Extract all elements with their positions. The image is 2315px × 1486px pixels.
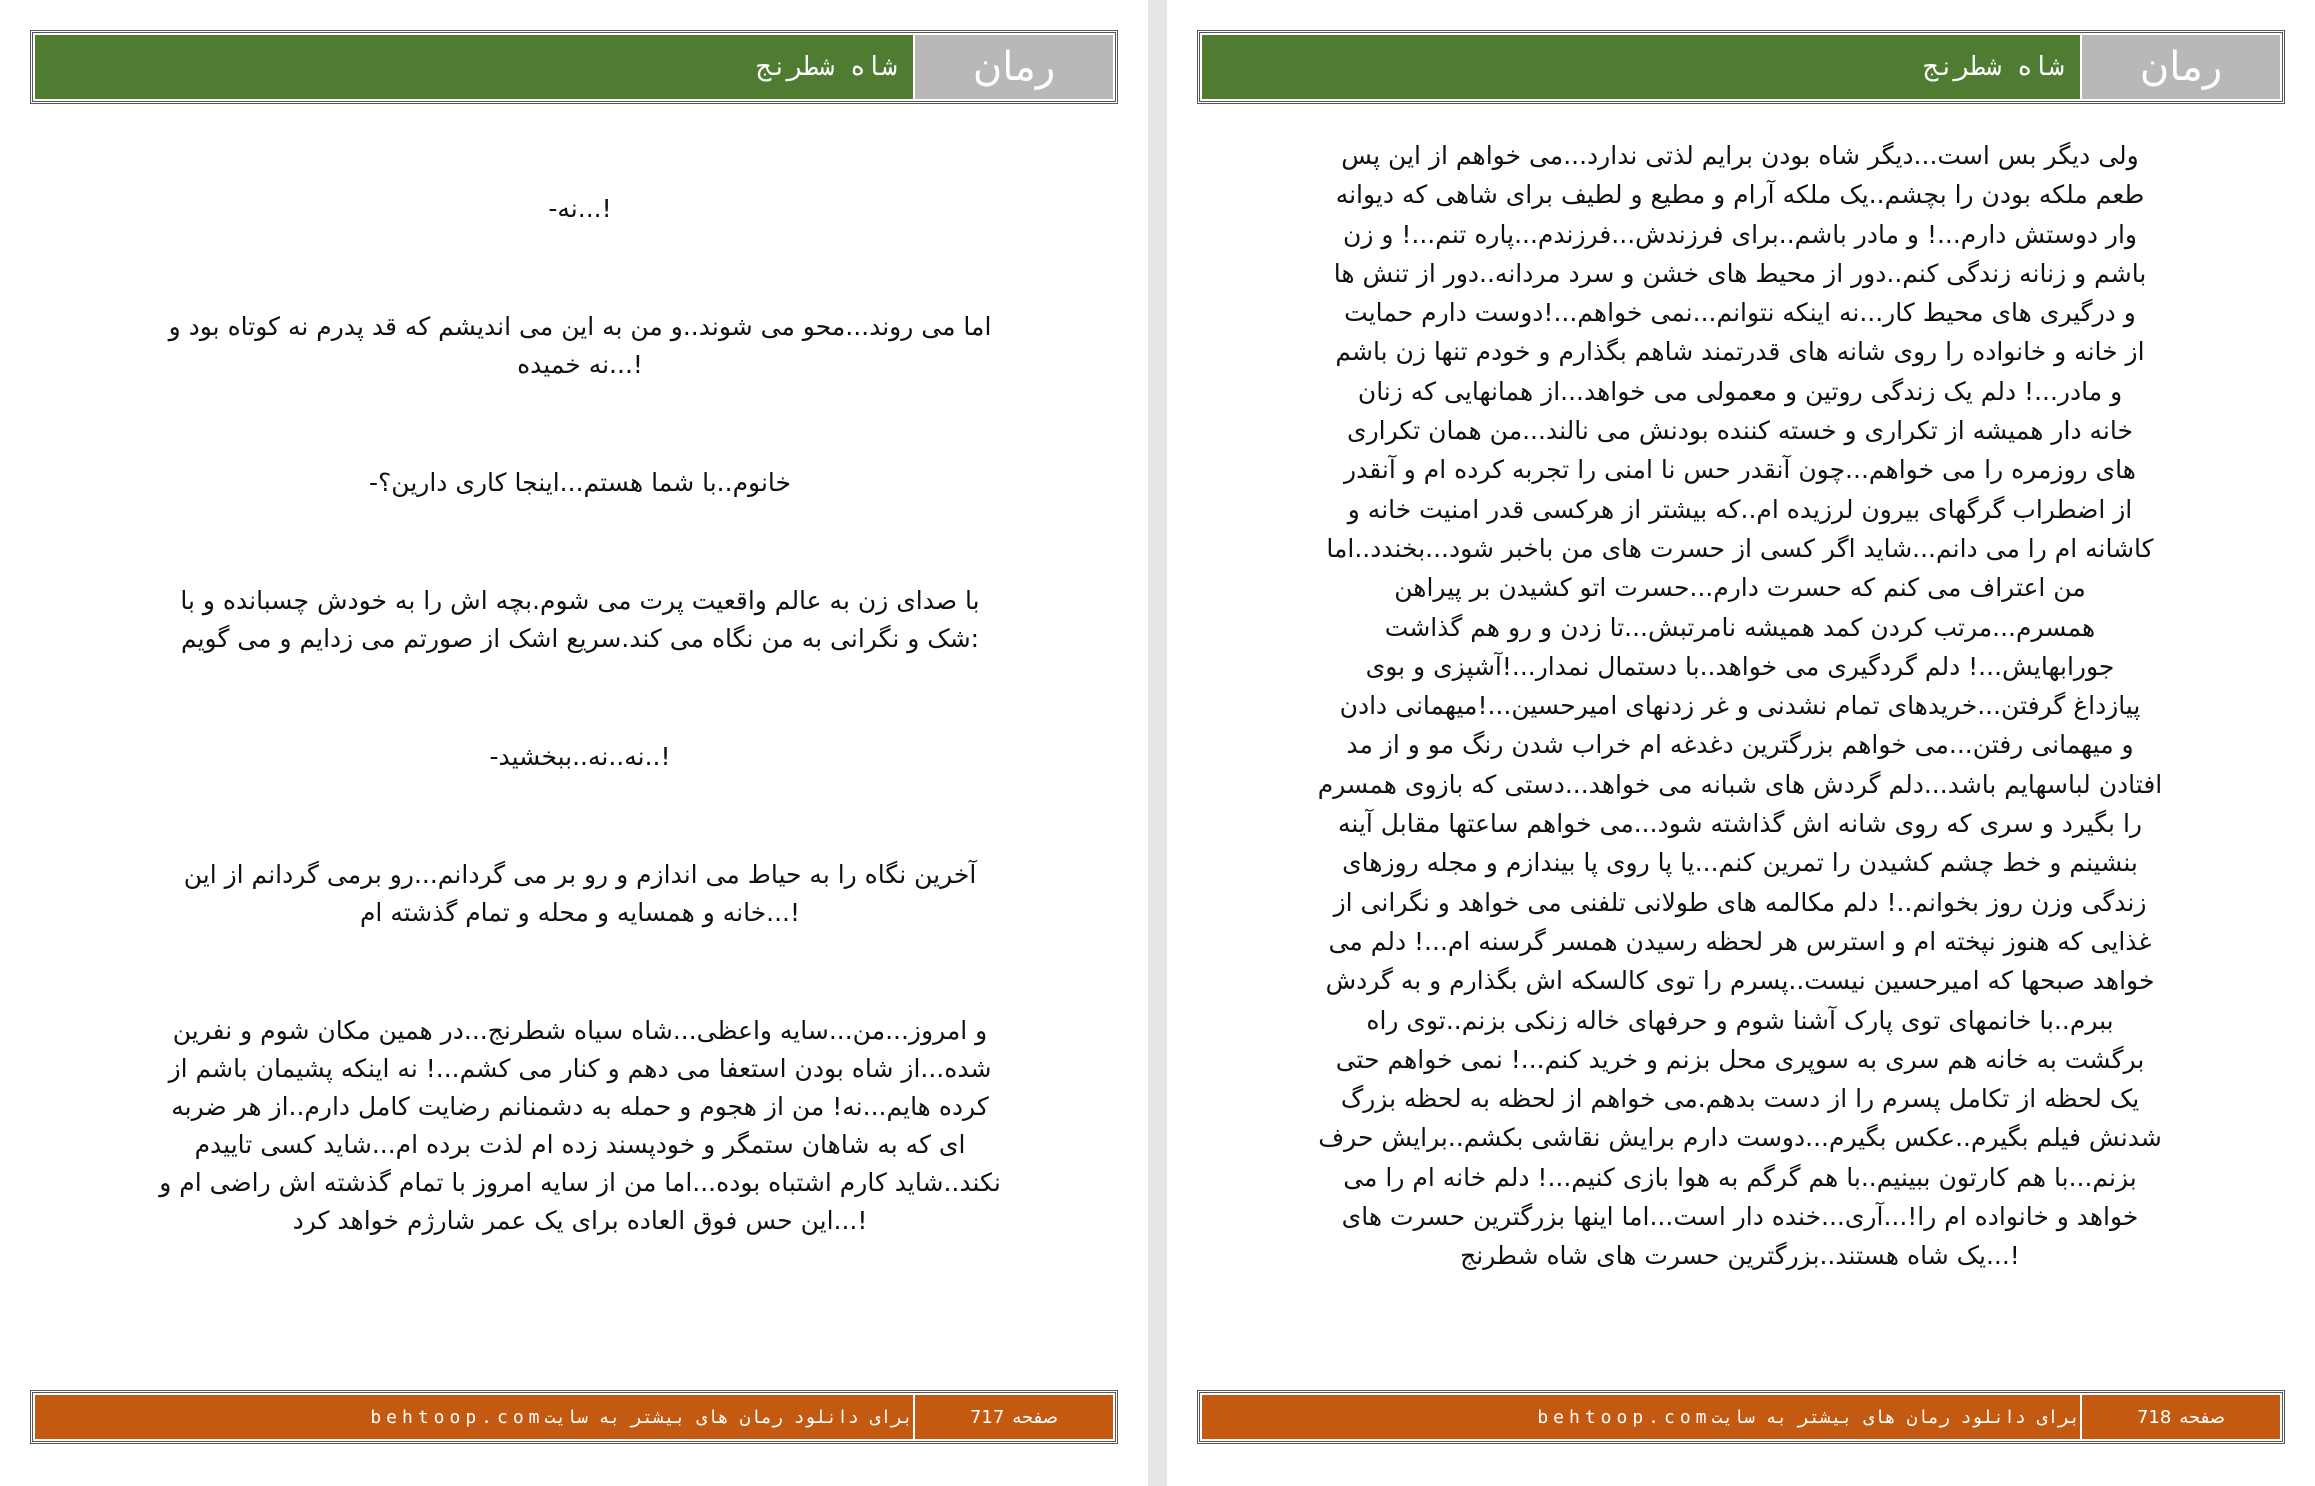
page-header <box>1197 30 2285 104</box>
genre-tag: رمان <box>2080 35 2280 99</box>
text-line: شده...از شاه بودن استعفا می دهم و کنار می کشم...! نه اینکه پشیمان باشم از <box>168 1054 992 1083</box>
page-footer <box>30 1390 1118 1444</box>
page-body-718 <box>1290 136 2190 1276</box>
text-line: غذایی که هنوز نپخته ام و استرس هر لحظه رسیدن همسر گرسنه ام...! دلم می <box>1328 926 2152 956</box>
text-line: زندگی وزن روز بخوانم..! دلم مکالمه های طولانی تلفنی می خواهد و نگرانی از <box>1333 887 2147 917</box>
text-line: همسرم...مرتب کردن کمد همیشه نامرتبش...تا زدن و رو هم گذاشت <box>1384 612 2096 642</box>
text-line: خواهد صبحها که امیرحسین نیست..پسرم را توی کالسکه اش بگذارم و به گردش <box>1325 966 2155 996</box>
paragraph <box>130 464 1030 502</box>
text-line: کاشانه ام را می دانم...شاید اگر کسی از حسرت های من باخبر شود...بخندد..اما <box>1326 533 2154 563</box>
book-title: شاه شطرنج <box>1202 35 2080 99</box>
page-number: 717 <box>969 1406 1005 1428</box>
site-promo <box>1202 1395 2080 1439</box>
text-line: خانوم..با شما هستم...اینجا کاری دارین؟- <box>369 468 791 497</box>
text-line: !...این حس فوق العاده برای یک عمر شارژم خواهد کرد <box>292 1206 868 1235</box>
paragraph <box>130 582 1030 658</box>
text-line: من اعتراف می کنم که حسرت دارم...حسرت اتو کشیدن بر پیراهن <box>1394 573 2086 603</box>
text-line: پیازداغ گرفتن...خریدهای تمام نشدنی و غر زدنهای امیرحسین...!میهمانی دادن <box>1339 691 2141 721</box>
text-line: طعم ملکه بودن را بچشم..یک ملکه آرام و مطیع و لطیف برای شاهی که دیوانه <box>1335 180 2145 210</box>
site-promo <box>35 1395 913 1439</box>
text-line: های روزمره را می خواهم...چون آنقدر حس نا امنی را تجربه کرده ام و آنقدر <box>1344 455 2136 485</box>
text-line: نکند..شاید کارم اشتباه بوده...اما من از سایه امروز با تمام گذشته اش راضی ام و <box>159 1168 1001 1197</box>
page-number-box <box>913 1395 1113 1439</box>
paragraph <box>130 856 1030 932</box>
text-line: و میهمانی رفتن...می خواهم بزرگترین دغدغه ام خراب شدن رنگ مو و از مد <box>1346 730 2134 760</box>
text-line: !...نه- <box>548 194 612 223</box>
text-line: بزنم...با هم کارتون ببینیم..با هم گرگم به هوا بازی کنیم...! دلم خانه ام را می <box>1343 1162 2137 1192</box>
text-line: جورابهایش...! دلم گردگیری می خواهد..با دستمال نمدار...!آشپزی و بوی <box>1365 651 2115 681</box>
text-line: و مادر...! دلم یک زندگی روتین و معمولی می خواهد...از همانهایی که زنان <box>1357 376 2123 406</box>
site-domain[interactable]: behtoop.com <box>1537 1406 1712 1428</box>
page-717 <box>0 0 1148 1486</box>
text-line: ای که به شاهان ستمگر و خودپسند زده ام لذت برده ام...شاید کسی تاییدم <box>194 1130 966 1159</box>
text-line: وار دوستش دارم...! و مادر باشم..برای فرزندش...فرزندم...پاره تنم...! و زن <box>1342 219 2137 249</box>
paragraph <box>130 308 1030 384</box>
page-number: 718 <box>2136 1406 2172 1428</box>
text-line: !...یک شاه هستند..بزرگترین حسرت های شاه شطرنج <box>1460 1241 2020 1271</box>
text-line: بنشینم و خط چشم کشیدن را تمرین کنم...یا پا روی پا بیندازم و مجله روزهای <box>1342 848 2138 878</box>
site-promo-text: برای دانلود رمان های بیشتر به سایت <box>544 1406 913 1428</box>
text-line: و امروز...من...سایه واعظی...شاه سیاه شطرنج...در همین مکان شوم و نفرین <box>172 1016 988 1045</box>
text-line: کرده هایم...نه! من از هجوم و حمله به دشمنانم رضایت کامل دارم..از هر ضربه <box>171 1092 989 1121</box>
text-line: با صدای زن به عالم واقعیت پرت می شوم.بچه اش را به خودش چسبانده و با <box>180 586 980 615</box>
paragraph <box>130 738 1030 776</box>
text-line: برگشت به خانه هم سری به سوپری محل بزنم و خرید کنم...! نمی خواهم حتی <box>1335 1044 2145 1074</box>
genre-tag: رمان <box>913 35 1113 99</box>
text-line: !...خانه و همسایه و محله و تمام گذشته ام <box>359 898 801 927</box>
book-title: شاه شطرنج <box>35 35 913 99</box>
text-line: شدنش فیلم بگیرم..عکس بگیرم...دوست دارم برایش نقاشی بکشم..برایش حرف <box>1318 1123 2162 1153</box>
page-label: صفحه <box>1012 1406 1059 1428</box>
text-line: از اضطراب گرگهای بیرون لرزیده ام..که بیشتر از هرکسی قدر امنیت خانه و <box>1347 494 2133 524</box>
site-promo-text: برای دانلود رمان های بیشتر به سایت <box>1711 1406 2080 1428</box>
page-label: صفحه <box>2179 1406 2226 1428</box>
page-header <box>30 30 1118 104</box>
text-line: ببرم..با خانمهای توی پارک آشنا شوم و حرفهای خاله زنکی بزنم..توی راه <box>1366 1005 2114 1035</box>
text-line: افتادن لباسهایم باشد...دلم گردش های شبانه می خواهد...دستی که بازوی همسرم <box>1317 769 2163 799</box>
text-line: !...نه خمیده <box>517 350 643 379</box>
text-line: یک لحظه از تکامل پسرم را از دست بدهم.می خواهم از لحظه به لحظه بزرگ <box>1340 1084 2140 1114</box>
text-line: ولی دیگر بس است...دیگر شاه بودن برایم لذتی ندارد...می خواهم از این پس <box>1341 141 2139 170</box>
text-line: خانه دار همیشه از تکراری و خسته کننده بودنش می نالند...من همان تکراری <box>1347 416 2133 446</box>
text-line: را بگیرد و سری که روی شانه اش گذاشته شود...می خواهم ساعتها مقابل آینه <box>1338 809 2142 839</box>
text-line: باشم و زنانه زندگی کنم..دور از محیط های خشن و سرد مردانه..دور از تنش ها <box>1333 258 2147 288</box>
text-line: :شک و نگرانی به من نگاه می کند.سریع اشک از صورتم می زدایم و می گویم <box>180 624 980 653</box>
text-line: از خانه و خانواده را روی شانه های قدرتمند شاهم بگذارم و خودم تنها زن باشم <box>1335 337 2145 367</box>
text-line: اما می روند...محو می شوند..و من به این می اندیشم که قد پدرم نه کوتاه بود و <box>168 312 992 341</box>
site-domain[interactable]: behtoop.com <box>370 1406 545 1428</box>
paragraph <box>130 1012 1030 1240</box>
text-line: و درگیری های محیط کار...نه اینکه نتوانم...نمی خواهم...!دوست دارم حمایت <box>1344 298 2136 328</box>
page-number-box <box>2080 1395 2280 1439</box>
text-line: !..نه..نه..ببخشید- <box>489 742 671 771</box>
page-body <box>130 190 1030 1320</box>
text-line: خواهد و خانواده ام را!...آری...خنده دار است...اما اینها بزرگترین حسرت های <box>1341 1202 2139 1232</box>
text-line: آخرین نگاه را به حیاط می اندازم و رو بر می گردانم...رو برمی گردانم از این <box>183 860 977 889</box>
page-footer <box>1197 1390 2285 1444</box>
paragraph <box>130 190 1030 228</box>
